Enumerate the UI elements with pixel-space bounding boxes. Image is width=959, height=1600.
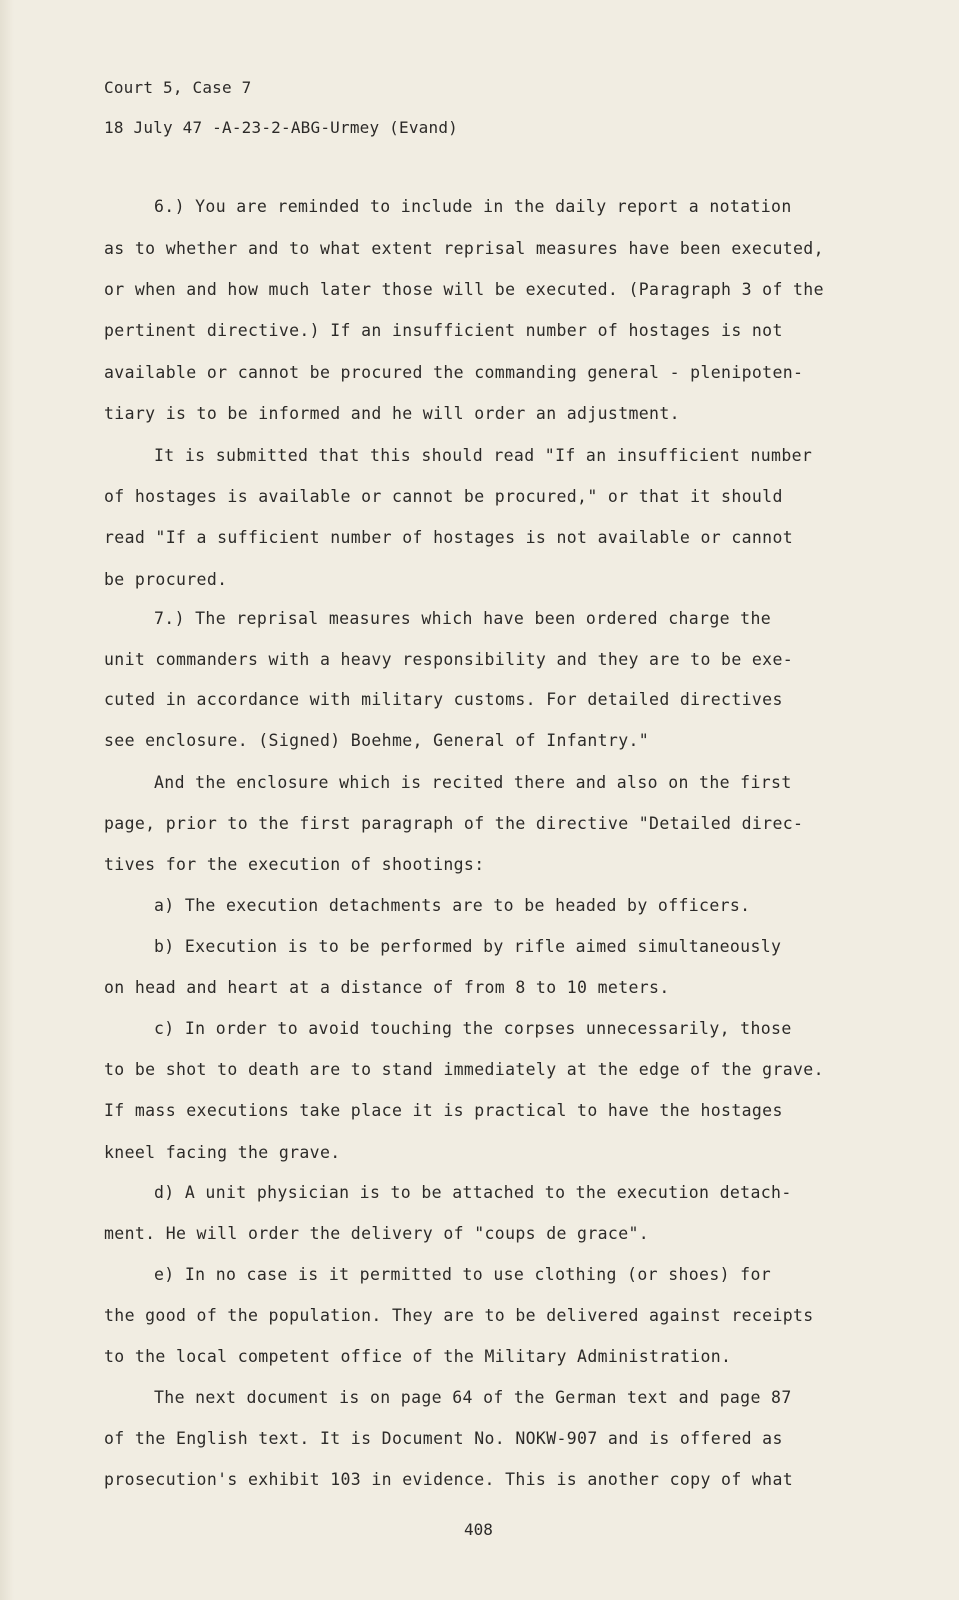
text-line: b) Execution is to be performed by rifle aimed simultaneously [154,937,782,956]
text-line: as to whether and to what extent reprisal measures have been executed, [104,239,824,258]
text-line: of the English text. It is Document No. NOKW-907 and is offered as [104,1429,783,1448]
text-line: kneel facing the grave. [104,1143,341,1162]
text-line: to be shot to death are to stand immediately at the edge of the grave. [104,1060,824,1079]
text-line: tives for the execution of shootings: [104,855,485,874]
text-line: 6.) You are reminded to include in the daily report a notation [154,197,792,216]
text-line: a) The execution detachments are to be headed by officers. [154,896,751,915]
text-line: It is submitted that this should read "If an insufficient number [154,446,813,465]
text-line: The next document is on page 64 of the German text and page 87 [154,1388,792,1407]
text-line: d) A unit physician is to be attached to the execution detach- [154,1183,792,1202]
text-line: 7.) The reprisal measures which have been ordered charge the [154,609,772,628]
text-line: prosecution's exhibit 103 in evidence. This is another copy of what [104,1470,794,1489]
text-line: of hostages is available or cannot be procured," or that it should [104,487,783,506]
text-line: to the local competent office of the Military Administration. [104,1347,732,1366]
text-line: be procured. [104,570,228,589]
text-line: available or cannot be procured the commanding general - plenipoten- [104,363,804,382]
court-case-header: Court 5, Case 7 [104,78,252,97]
text-line: the good of the population. They are to be delivered against receipts [104,1306,814,1325]
text-line: c) In order to avoid touching the corpses unnecessarily, those [154,1019,792,1038]
text-line: unit commanders with a heavy responsibility and they are to be exe- [104,650,794,669]
text-line: or when and how much later those will be executed. (Paragraph 3 of the [104,280,824,299]
text-line: see enclosure. (Signed) Boehme, General of Infantry." [104,731,650,750]
text-line: cuted in accordance with military customs. For detailed directives [104,690,783,709]
date-reference-header: 18 July 47 -A-23-2-ABG-Urmey (Evand) [104,118,458,137]
text-line: e) In no case is it permitted to use clothing (or shoes) for [154,1265,772,1284]
text-line: ment. He will order the delivery of "coups de grace". [104,1224,650,1243]
text-line: page, prior to the first paragraph of the directive "Detailed direc- [104,814,804,833]
text-line: tiary is to be informed and he will order an adjustment. [104,404,680,423]
text-line: pertinent directive.) If an insufficient number of hostages is not [104,321,783,340]
text-line: If mass executions take place it is practical to have the hostages [104,1101,783,1120]
page-number: 408 [464,1520,493,1539]
text-line: read "If a sufficient number of hostages is not available or cannot [104,528,794,547]
text-line: And the enclosure which is recited there and also on the first [154,773,792,792]
text-line: on head and heart at a distance of from 8 to 10 meters. [104,978,670,997]
